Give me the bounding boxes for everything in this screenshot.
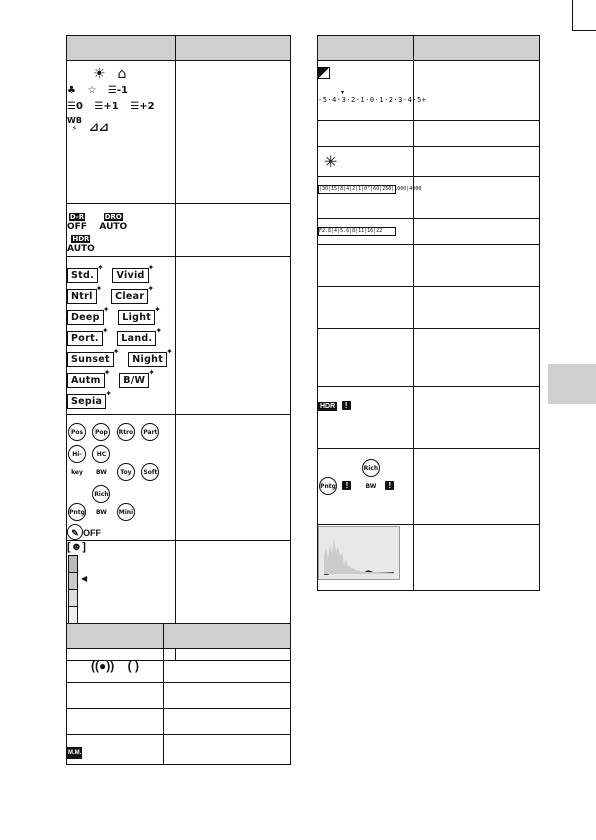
steadyshot-off-icon: ( ) (127, 658, 139, 673)
hdr-warning-desc (414, 387, 540, 449)
effect-richbw: Rich BW (92, 485, 110, 503)
effect-warning-cell (318, 449, 414, 525)
aperture-scale-desc (414, 219, 540, 245)
effect-pntg-icon: Pntg (319, 477, 337, 495)
house-icon: ⌂ (117, 66, 127, 82)
ev-cell: ▾ -5·4·3·2·1·0·1·2·3·4·5+ (318, 61, 414, 121)
right-table (317, 35, 540, 591)
style-std: Std. ✦ (67, 268, 98, 283)
creative-style-desc-cell (176, 257, 291, 415)
style-ntrl: Ntrl ✦ (67, 289, 97, 304)
steadyshot-on-icon: ((●)) (91, 658, 115, 673)
aperture-scale-cell (318, 219, 414, 245)
empty-desc (414, 329, 540, 387)
custom-wb-icon: ⊿⊿ (88, 120, 109, 134)
empty-desc (164, 683, 291, 709)
empty-cell (67, 709, 164, 735)
effect-off-label: OFF (83, 528, 101, 538)
fluor-plus2: ☰+2 (130, 101, 155, 112)
bulb-icon: ☆ (87, 85, 97, 96)
header-indication-2 (164, 624, 291, 649)
header-display-2 (67, 624, 164, 649)
wb-desc-cell (176, 61, 291, 204)
style-deep: Deep ✦ (67, 310, 104, 325)
style-autm: Autm ✦ (67, 373, 105, 388)
steadyshot-desc (164, 649, 291, 683)
picture-effect-cell (67, 415, 176, 541)
histogram-graph (318, 526, 400, 580)
style-land: Land. ✦ (117, 331, 156, 346)
dro-auto-icon: DRO AUTO (99, 213, 128, 232)
empty-desc (414, 287, 540, 329)
empty-cell (318, 329, 414, 387)
empty-cell (318, 287, 414, 329)
effect-mini: Mini (117, 503, 135, 521)
steadyshot-cell (67, 649, 164, 683)
style-light: Light ✦ (118, 310, 155, 325)
empty-desc (414, 245, 540, 287)
effect-pop: Pop (92, 423, 110, 441)
wb-icons-cell (67, 61, 176, 204)
dro-cell (67, 204, 176, 257)
crop-mark (572, 0, 574, 30)
style-port: Port. ✦ (67, 331, 103, 346)
dro-desc-cell (176, 204, 291, 257)
effect-toy: Toy (117, 463, 135, 481)
warning-icon: ! (385, 481, 394, 490)
style-night: Night ✦ (128, 352, 167, 367)
empty-cell (318, 121, 414, 147)
style-sepia: Sepia ✦ (67, 394, 106, 409)
aperture-scale: F2.8|4|5.6|8|11|16|22 (318, 227, 396, 236)
style-bw: B/W ✦ (119, 373, 149, 388)
histogram-desc (414, 525, 540, 591)
effect-rtro: Rtro (117, 423, 135, 441)
warning-icon: ! (342, 481, 351, 490)
style-vivid: Vivid ✦ (112, 268, 148, 283)
level-indicator-icon: ◀ (81, 574, 88, 583)
fluor-0: ☰0 (67, 101, 83, 112)
header-display-3 (318, 36, 414, 61)
mm-desc (164, 735, 291, 765)
smile-face-icon: [☻] (67, 541, 86, 553)
style-sunset: Sunset ✦ (67, 352, 114, 367)
ev-desc (414, 61, 540, 121)
warning-icon: ! (342, 401, 351, 410)
header-indication (176, 36, 291, 61)
ael-desc (414, 147, 540, 177)
header-display (67, 36, 176, 61)
empty-desc (164, 709, 291, 735)
ael-cell (318, 147, 414, 177)
mm-cell (67, 735, 164, 765)
hdr-warning-cell (318, 387, 414, 449)
effect-pos: Pos (68, 423, 86, 441)
left-bottom-table (66, 623, 291, 765)
brush-icon: ✎ (67, 524, 83, 540)
shutter-scale: |30|15|8|4|2|1|0"|60|250|1000|4000 (319, 186, 422, 192)
fluor-plus1: ☰+1 (94, 101, 119, 112)
dro-off-icon: D-R OFF (67, 213, 87, 232)
fluor-minus1: ☰-1 (107, 85, 128, 96)
creative-style-cell (67, 257, 176, 415)
shutter-scale-cell (318, 177, 422, 219)
wb-flash-icon: WB ⚡ (67, 116, 82, 133)
exposure-comp-icon (318, 67, 330, 79)
picture-effect-desc-cell (176, 415, 291, 541)
section-tab (548, 364, 596, 404)
empty-cell (318, 245, 414, 287)
ae-lock-icon: ✳ (324, 153, 338, 171)
effect-pntg: Pntg (68, 503, 86, 521)
histogram-cell (318, 525, 414, 591)
shutter-scale-desc (414, 177, 540, 219)
effect-hcbw: HC BW (92, 445, 110, 463)
effect-part: Part (141, 423, 159, 441)
hdr-icon: HDR (320, 403, 336, 410)
empty-desc (414, 121, 540, 147)
effect-warning-desc (414, 449, 540, 525)
hdr-auto-icon: HDR AUTO (67, 235, 95, 254)
header-indication-3 (414, 36, 540, 61)
style-clear: Clear ✦ (111, 289, 148, 304)
sun-icon: ☀ (93, 66, 106, 82)
ev-scale: -5·4·3·2·1·0·1·2·3·4·5+ (318, 96, 427, 104)
effect-soft: Soft (141, 463, 159, 481)
crop-mark (572, 30, 596, 31)
metered-manual-icon: M.M. (67, 747, 82, 759)
effect-hikey: Hi-key (68, 445, 86, 463)
empty-cell (67, 683, 164, 709)
left-table (66, 35, 291, 661)
cloud-icon: ♣ (67, 85, 76, 96)
effect-richbw-icon: Rich BW (362, 459, 380, 477)
